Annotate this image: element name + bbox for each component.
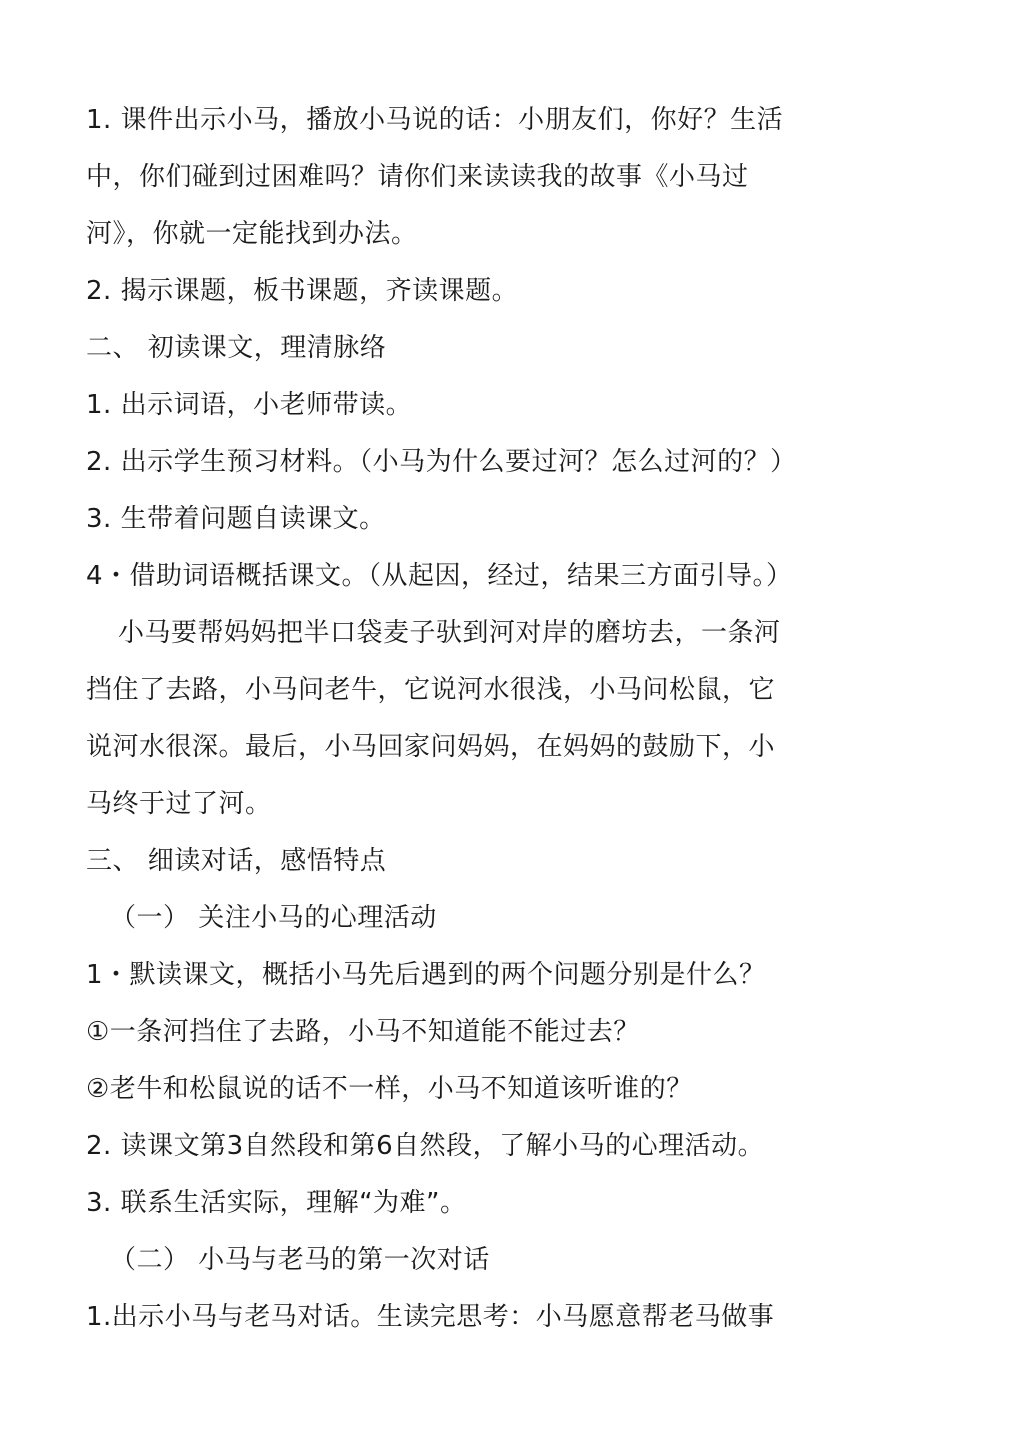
text-line-20: 3. 联系生活实际，理解“为难”。	[86, 1188, 467, 1218]
text-line-18: ②老牛和松鼠说的话不一样，小马不知道该听谁的？	[86, 1074, 693, 1104]
text-line-22: 1.出示小马与老马对话。生读完思考：小马愿意帮老马做事	[86, 1302, 775, 1332]
text-line-7: 2. 出示学生预习材料。（小马为什么要过河？怎么过河的？）	[86, 447, 797, 477]
subsection-heading-2: （二） 小马与老马的第一次对话	[110, 1245, 490, 1275]
text-line-17: ①一条河挡住了去路，小马不知道能不能过去？	[86, 1017, 640, 1047]
section-heading-3: 三、 细读对话，感悟特点	[86, 846, 387, 876]
text-line-3: 河》，你就一定能找到办法。	[86, 219, 418, 249]
summary-paragraph-line-2: 挡住了去路，小马问老牛，它说河水很浅，小马问松鼠，它	[86, 675, 776, 705]
text-line-6: 1. 出示词语，小老师带读。	[86, 390, 413, 420]
text-line-1: 1. 课件出示小马，播放小马说的话：小朋友们，你好？生活	[86, 105, 784, 135]
summary-paragraph-line-3: 说河水很深。最后，小马回家问妈妈，在妈妈的鼓励下，小	[86, 732, 776, 762]
text-line-2: 中，你们碰到过困难吗？请你们来读读我的故事《小马过	[86, 162, 749, 192]
summary-paragraph-line-1: 小马要帮妈妈把半口袋麦子驮到河对岸的磨坊去，一条河	[118, 618, 781, 648]
text-line-16: 1・默读课文，概括小马先后遇到的两个问题分别是什么？	[86, 960, 766, 990]
subsection-heading-1: （一） 关注小马的心理活动	[110, 903, 437, 933]
text-line-4: 2. 揭示课题，板书课题，齐读课题。	[86, 276, 519, 306]
section-heading-2: 二、 初读课文，理清脉络	[86, 333, 387, 363]
text-line-9: 4・借助词语概括课文。（从起因，经过，结果三方面引导。）	[86, 561, 793, 591]
text-line-19: 2. 读课文第3自然段和第6自然段，了解小马的心理活动。	[86, 1131, 765, 1161]
text-line-8: 3. 生带着问题自读课文。	[86, 504, 386, 534]
summary-paragraph-line-4: 马终于过了河。	[86, 789, 272, 819]
